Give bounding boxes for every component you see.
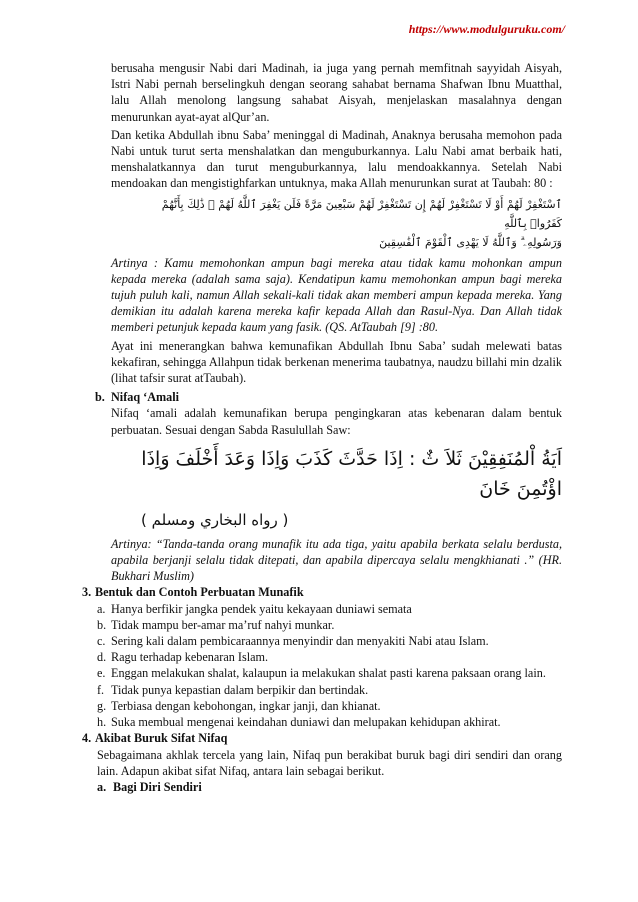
section-b-body: Nifaq ‘amali adalah kemunafikan berupa pengingkaran atas kebenaran dalam bentuk perbuatan. Sesuai dengan Sabda Rasulullah Saw:: [111, 406, 562, 437]
hadith-riwayat: ( رواه البخاري ومسلم ): [141, 510, 289, 529]
list-text: Suka membual mengenai keindahan duniawi dan melupakan kehidupan akhirat.: [111, 715, 501, 730]
quran-verse-line-2: وَرَسُولِهِۦ ۗ وَٱللَّهُ لَا يَهْدِى ٱلْقَوْمَ ٱلْفَٰسِقِينَ: [379, 235, 562, 249]
verse-translation: Artinya : Kamu memohonkan ampun bagi mereka atau tidak kamu mohonkan ampun kepada mereka (adalah sama saja). Kendatipun kamu memohonkan ampun bagi mereka tujuh puluh kali, namun Allah sekali-kali tidak akan memberi ampun kepada mereka. Yang demikian itu adalah karena mereka kafir kepada Allah dan Rasul-Nya. Dan Allah tidak memberi petunjuk kepada kaum yang fasik. (QS. AtTaubah [9] :80.: [111, 255, 562, 335]
list-item: [97, 682, 562, 698]
list-marker: g.: [97, 698, 107, 713]
section-3-title: Bentuk dan Contoh Perbuatan Munafik: [95, 585, 304, 600]
section-b-title: Nifaq ‘Amali: [111, 390, 180, 405]
list-marker: c.: [97, 634, 106, 649]
list-text: Tidak punya kepastian dalam berpikir dan bertindak.: [111, 682, 369, 697]
list-item: [97, 698, 562, 714]
hadith-text: اَيَةُ اْلمُنَفِقِيْنَ ثَلاَ ثٌ : اِذَا حَدَّثَ كَذَبَ وَاِذَا وَعَدَ أَخْلَفَ وَاِذَا اؤْتُمِنَ خَانَ: [141, 447, 562, 500]
intro-paragraph-1: berusaha mengusir Nabi dari Madinah, ia juga yang pernah memfitnah sayyidah Aisyah, Istri Nabi pernah berselingkuh dengan seorang sahabat bernama Shafwan Ibnu Muatthal, lalu Allah menolong langsung sahabat Aisyah, menjelaskan masalahnya dengan menurunkan ayat-ayat alQur’an.: [111, 61, 562, 124]
section-b-marker: b.: [95, 390, 105, 405]
section-4a-marker: a.: [97, 779, 107, 794]
quran-verse: [127, 195, 562, 252]
list-marker: e.: [97, 666, 106, 681]
intro-paragraph-3: Ayat ini menerangkan bahwa kemunafikan Abdullah Ibnu Saba’ sudah melewati batas kekafiran, sehingga Allahpun tidak berkenan menerima taubatnya, naudzu billahi min dzalik (lihat tafsir surat atTaubah).: [111, 338, 562, 386]
section-4a-title: Bagi Diri Sendiri: [113, 779, 202, 794]
section-4-heading: [82, 730, 562, 746]
intro-paragraph-2: Dan ketika Abdullah ibnu Saba’ meninggal di Madinah, Anaknya berusaha memohon pada Nabi untuk turut serta menshalatkan dan menguburkannya. Lalu Nabi amat berbaik hati, menshalatkannya dan turut menguburkannya, lalu mendoakkannya. Setelah Nabi mendoakan dan mengistighfarkan untuknya, maka Allah menurunkan surat at Taubah: 80 :: [111, 127, 562, 191]
list-item: [97, 714, 562, 730]
section-4-title: Akibat Buruk Sifat Nifaq: [95, 731, 228, 746]
list-marker: d.: [97, 650, 107, 665]
section-4a-heading: [97, 779, 562, 795]
list-item: [97, 601, 562, 617]
section-3-list: [97, 601, 562, 731]
list-text: Enggan melakukan shalat, kalaupun ia melakukan shalat pasti karena paksaan orang lain.: [111, 666, 546, 681]
list-text: Terbiasa dengan kebohongan, ingkar janji, dan khianat.: [111, 698, 381, 713]
hadith-translation: Artinya: “Tanda-tanda orang munafik itu ada tiga, yaitu apabila berkata selalu berdusta, apabila berjanji selalu tidak ditepati, dan apabila dipercaya selalu mengkhianati .” (HR. Bukhari Muslim): [111, 536, 562, 584]
list-item: [97, 665, 562, 681]
list-item: [97, 633, 562, 649]
quran-verse-line-1: ٱسْتَغْفِرْ لَهُمْ أَوْ لَا تَسْتَغْفِرْ لَهُمْ إِن تَسْتَغْفِرْ لَهُمْ سَبْعِينَ مَرَّةً فَلَن يَغْفِرَ ٱللَّهُ لَهُمْ ۚ ذَٰلِكَ بِأَنَّهُمْ كَفَرُوا۟ بِٱللَّهِ: [161, 197, 562, 230]
section-4-body: Sebagaimana akhlak tercela yang lain, Nifaq pun berakibat buruk bagi diri sendiri dan orang lain. Adapun akibat sifat Nifaq, antara lain sebagai berikut.: [97, 747, 562, 778]
list-marker: b.: [97, 617, 107, 632]
list-text: Sering kali dalam pembicaraannya menyindir dan menyakiti Nabi atau Islam.: [111, 634, 489, 649]
page-content: [82, 60, 562, 795]
list-item: [97, 617, 562, 633]
section-b-heading: [95, 389, 562, 405]
list-marker: f.: [97, 682, 105, 697]
section-3-marker: 3.: [82, 585, 92, 600]
list-marker: a.: [97, 601, 106, 616]
list-text: Tidak mampu ber-amar ma’ruf nahyi munkar.: [111, 617, 335, 632]
list-marker: h.: [97, 715, 107, 730]
list-text: Ragu terhadap kebenaran Islam.: [111, 650, 269, 665]
list-text: Hanya berfikir jangka pendek yaitu kekayaan duniawi semata: [111, 601, 412, 616]
section-3-heading: [82, 584, 562, 600]
list-item: [97, 649, 562, 665]
section-4-marker: 4.: [82, 731, 92, 746]
header-url-link[interactable]: https://www.modulguruku.com/: [408, 22, 565, 36]
